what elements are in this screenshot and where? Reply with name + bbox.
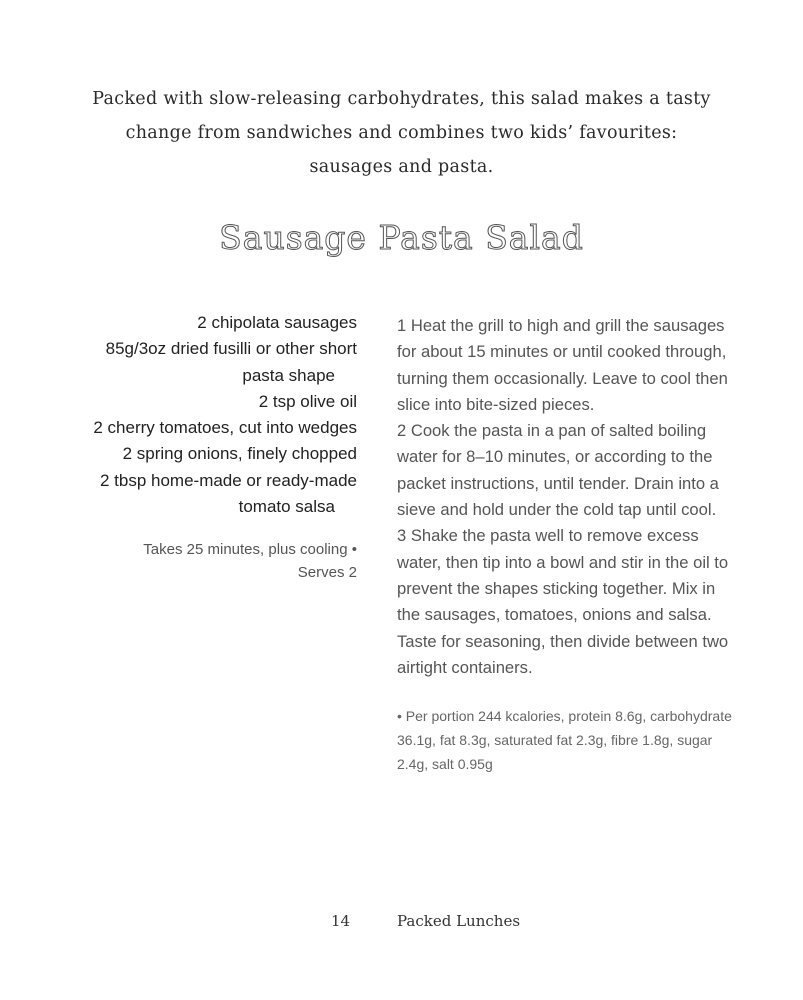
method-line: prevent the shapes sticking together. Mix in [397,578,716,598]
recipe-intro [0,82,803,184]
ingredient: 2 cherry tomatoes, cut into wedges [93,418,357,438]
ingredient: 2 tsp olive oil [258,391,357,411]
method-line: for about 15 minutes or until cooked through, [397,342,727,362]
method-line: 2 Cook the pasta in a pan of salted boiling [397,421,707,441]
method-line: 3 Shake the pasta well to remove excess [397,526,699,546]
recipe-meta [143,538,357,584]
method-line: the sausages, tomatoes, onions and salsa. [397,605,712,625]
intro-line: sausages and pasta. [309,157,494,177]
method-line: sieve and hold under the cold tap until cool. [397,500,717,520]
method-line: Taste for seasoning, then divide between two [397,631,729,651]
ingredient: 2 tbsp home-made or ready-made [99,470,357,490]
method-line: slice into bite-sized pieces. [397,394,595,414]
ingredient: 2 spring onions, finely chopped [122,444,357,464]
ingredients-list [93,310,357,520]
method-line: 1 Heat the grill to high and grill the sausages [397,316,725,335]
method-line: water for 8–10 minutes, or according to the [397,447,713,467]
time-info: Takes 25 minutes, plus cooling • [143,541,357,558]
serves-info: Serves 2 [297,564,357,581]
ingredient: 85g/3oz dried fusilli or other short [105,339,357,359]
recipe-title: Sausage Pasta Salad [219,218,584,257]
intro-line: Packed with slow-releasing carbohydrates, this salad makes a tasty [92,89,711,109]
ingredient: 2 chipolata sausages [197,313,357,332]
method-line: turning them occasionally. Leave to cool then [397,368,728,388]
method-steps [397,313,728,681]
nutrition-info [397,704,732,776]
method-line: water, then tip into a bowl and stir in the oil to [397,552,729,572]
nutrition-line: 36.1g, fat 8.3g, saturated fat 2.3g, fibre 1.8g, sugar [397,732,713,748]
ingredient: tomato salsa [238,497,335,517]
intro-line: change from sandwiches and combines two kids’ favourites: [125,123,678,143]
page-number: 14 [331,912,351,930]
section-name: Packed Lunches [397,912,521,930]
method-line: packet instructions, until tender. Drain into a [397,473,719,493]
nutrition-line: • Per portion 244 kcalories, protein 8.6g, carbohydrate [397,708,732,724]
ingredient: pasta shape [242,365,335,385]
method-line: airtight containers. [397,657,533,677]
nutrition-line: 2.4g, salt 0.95g [397,756,493,772]
